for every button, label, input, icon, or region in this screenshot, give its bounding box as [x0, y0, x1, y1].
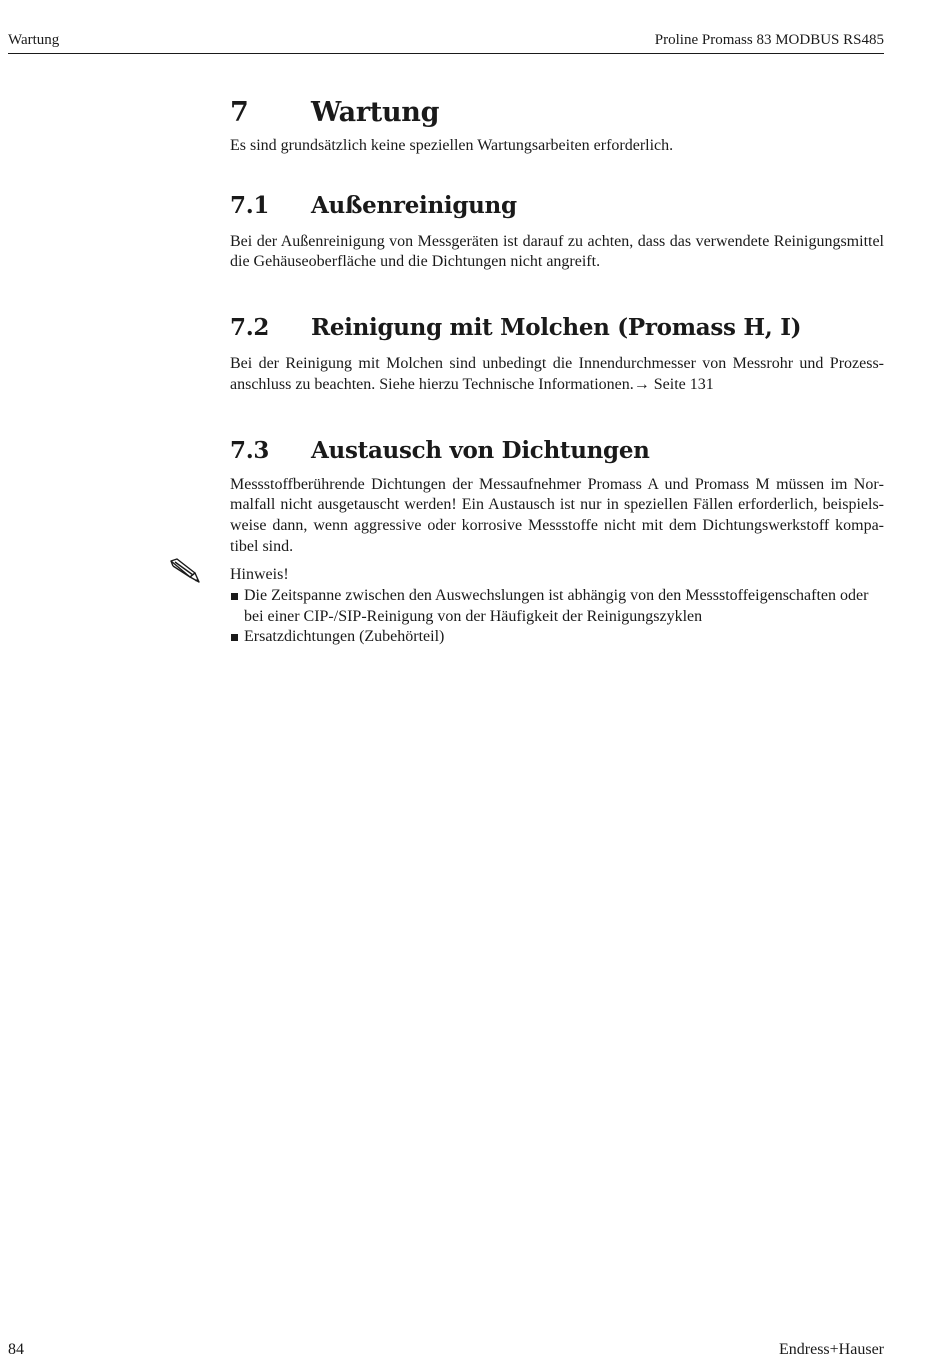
header-product-title: Proline Promass 83 MODBUS RS485	[654, 32, 884, 48]
chapter-number: 7	[230, 97, 249, 128]
section-heading-7-3	[230, 433, 884, 469]
section-heading-7-1	[230, 188, 884, 224]
list-item	[230, 586, 884, 627]
section-title: Reinigung mit Molchen (Promass H, I)	[311, 314, 802, 342]
section-text-7-1: Bei der Außenreinigung von Messgeräten ist darauf zu achten, dass das verwendete Reinigungsmittel die Gehäuseoberfläche und die Dichtungen nicht angreift.	[230, 232, 884, 271]
section-text-7-2	[230, 354, 884, 395]
bullet-icon	[231, 593, 238, 600]
chapter-title: Wartung	[311, 97, 440, 128]
section-number: 7.3	[230, 436, 270, 464]
page-reference-link[interactable]: → Seite 131	[633, 375, 714, 393]
chapter-intro: Es sind grundsätzlich keine speziellen Wartungsarbeiten erforderlich.	[230, 137, 674, 154]
list-item-text: Ersatzdichtungen (Zubehörteil)	[244, 628, 445, 646]
note-title: Hinweis!	[230, 566, 289, 584]
section-title: Austausch von Dichtungen	[311, 436, 650, 464]
note-box	[230, 565, 884, 648]
section-text-7-3: Messstoffberührende Dichtungen der Messaufnehmer Promass A und Promass M müssen im Normalfall nicht ausgetauscht werden! Ein Austausch ist nur in speziellen Fällen erforderlich, beispielsweise dann, wenn aggressive oder korrosive Messstoffe nicht mit dem Dichtungswerkstoff kompatibel sind.	[230, 475, 884, 555]
brand-name: Endress+Hauser	[779, 1341, 884, 1358]
note-list	[230, 586, 884, 648]
chapter-heading	[230, 93, 884, 133]
page-header	[8, 31, 884, 54]
pencil-note-icon	[162, 557, 202, 585]
bullet-icon	[231, 634, 238, 641]
section-heading-7-2	[230, 310, 884, 346]
section-number: 7.1	[230, 191, 270, 219]
header-section-title: Wartung	[8, 32, 60, 48]
section-title: Außenreinigung	[311, 191, 517, 219]
list-item	[230, 627, 884, 648]
list-item-text: Die Zeitspanne zwischen den Auswechslungen ist abhängig von den Messstoffeigenschaften oder bei einer CIP-/SIP-Reinigung von der Häufigkeit der Reinigungszyklen	[244, 587, 869, 625]
page-content	[230, 93, 884, 648]
section-number: 7.2	[230, 314, 270, 342]
page-number: 84	[8, 1341, 24, 1358]
section-text: Bei der Reinigung mit Molchen sind unbedingt die Innendurchmesser von Messrohr und Prozessanschluss zu beachten. Siehe hierzu Technische Informationen.	[230, 355, 884, 393]
